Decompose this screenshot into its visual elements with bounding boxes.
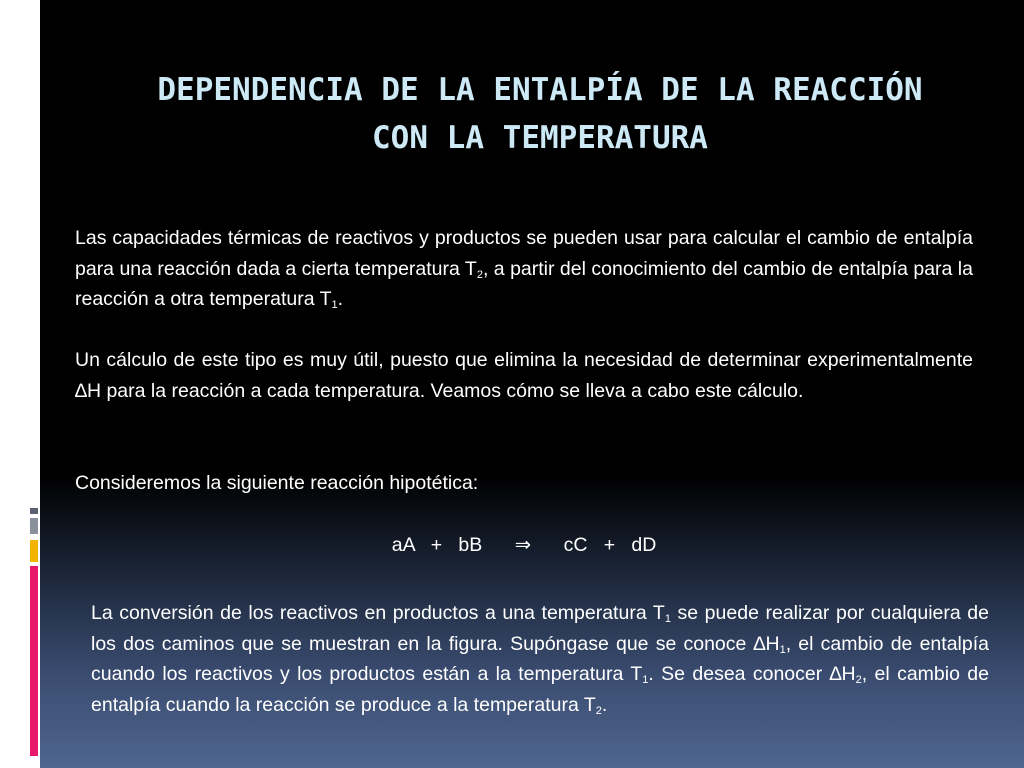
paragraph-conversion-paths — [91, 598, 989, 720]
accent-bar-yellow — [30, 540, 38, 562]
p4-text-c: H — [765, 632, 780, 655]
slide-title-line-1: DEPENDENCIA DE LA ENTALPÍA DE LA REACCIÓN — [157, 72, 923, 108]
p4-subscript-a: 1 — [664, 613, 671, 625]
p1-subscript-a: 2 — [476, 268, 483, 281]
accent-bar-dark-gray — [30, 508, 38, 514]
slide-title-line-2: CON LA TEMPERATURA — [372, 120, 708, 156]
p4-text-g: , el cambio de entalpía cuando la reacción se produce a la temperatura T — [91, 663, 989, 716]
p4-subscript-e: 2 — [595, 704, 602, 717]
p4-subscript-c: 1 — [642, 674, 649, 686]
paragraph-hypothetical-reaction: Consideremos la siguiente reacción hipotética: — [75, 472, 479, 494]
slide-title — [100, 66, 980, 162]
delta-symbol: ∆ — [753, 632, 766, 655]
p4-text-b: se puede realizar por cualquiera de los dos caminos que se muestran en la figura. Supóngase que se conoce — [91, 602, 990, 655]
equation-arrow: ⇒ — [514, 534, 532, 556]
delta-symbol: ∆ — [75, 379, 87, 402]
equation-products: cC + dD — [563, 534, 657, 556]
p2-text-b: H para la reacción a cada temperatura. Veamos cómo se lleva a cabo este cálculo. — [86, 379, 804, 402]
p4-text-d: , el cambio de entalpía cuando los reactivos y los productos están a la temperatura T — [91, 632, 989, 685]
p1-text-c: . — [337, 288, 344, 310]
p4-text-f: H — [841, 663, 856, 685]
p1-text-a: Las capacidades térmicas de reactivos y productos se pueden usar para calcular el cambio de entalpía para una reacción dada a cierta temperatura T — [75, 227, 973, 280]
paragraph-heat-capacities — [75, 223, 973, 315]
delta-symbol: ∆ — [829, 663, 842, 685]
p1-text-b: , a partir del conocimiento del cambio de entalpía para la reacción a otra temperatura T — [75, 257, 973, 310]
p4-text-a: La conversión de los reactivos en productos a una temperatura T — [91, 602, 665, 624]
p4-subscript-b: 1 — [779, 643, 786, 656]
reaction-equation — [75, 530, 973, 560]
paragraph-usefulness — [75, 345, 973, 406]
accent-bar-magenta — [30, 566, 38, 756]
p4-text-e: . Se desea conocer — [648, 663, 830, 685]
p2-text-a: Un cálculo de este tipo es muy útil, puesto que elimina la necesidad de determinar experimentalmente — [75, 349, 973, 371]
equation-reactants: aA + bB — [391, 534, 483, 556]
p1-subscript-b: 1 — [331, 299, 338, 311]
p4-subscript-d: 2 — [855, 674, 862, 686]
accent-bar-gray — [30, 518, 38, 534]
p4-text-h: . — [601, 693, 608, 716]
